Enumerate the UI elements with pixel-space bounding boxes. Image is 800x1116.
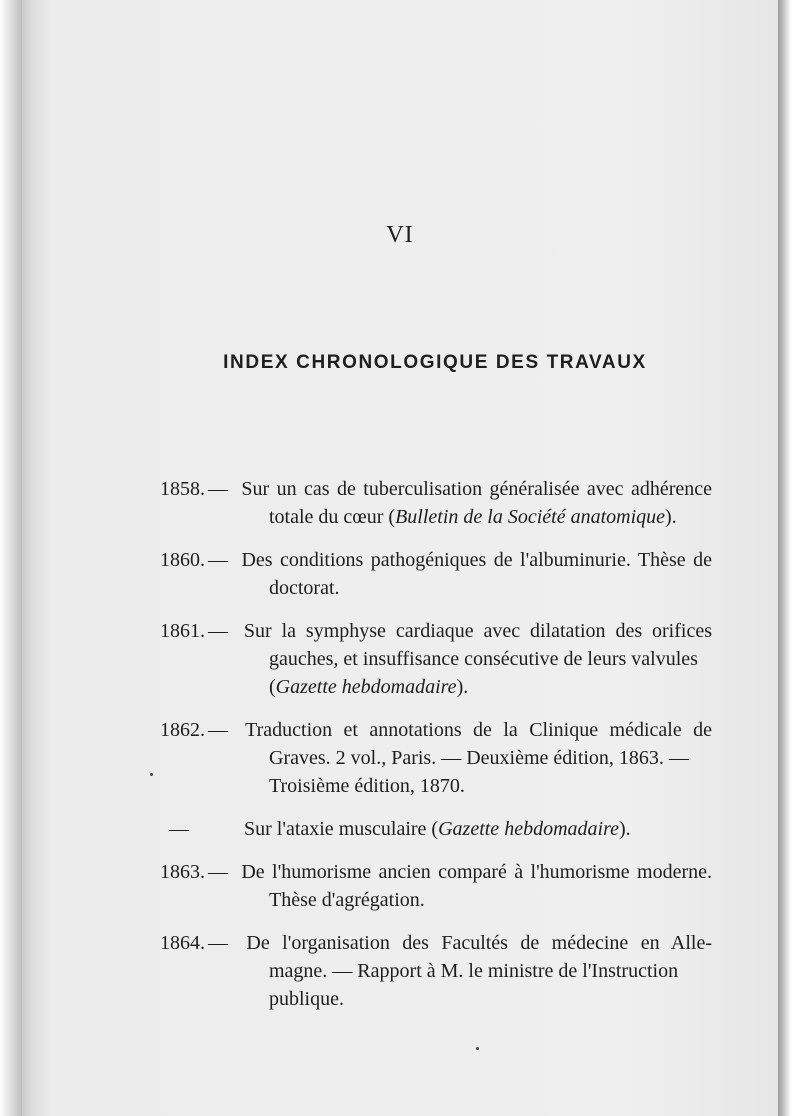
entry-year: 1864. [160, 932, 205, 954]
entry-year: 1860. [160, 549, 205, 571]
entry-text-line: Sur la symphyse cardiaque avec dilatation des orifices [243, 620, 712, 642]
page-left-edge [0, 0, 22, 1116]
entry-1863 [160, 858, 712, 914]
entry-dash: — [208, 861, 228, 883]
speck [476, 1047, 479, 1050]
entry-text-line: Troisième édition, 1870. [269, 775, 465, 797]
entry-dash: — [169, 818, 189, 840]
entry-dash: — [208, 719, 228, 741]
entry-text-line: Sur l'ataxie musculaire (Gazette hebdomadaire). [244, 818, 631, 840]
entry-text-line: Sur un cas de tuberculisation généralisée avec adhérence [241, 478, 713, 500]
entry-text-line: Graves. 2 vol., Paris. — Deuxième édition, 1863. — [269, 747, 689, 769]
entry-ataxie [160, 815, 712, 843]
entry-dash: — [208, 620, 228, 642]
entry-text-line: doctorat. [269, 577, 340, 599]
entry-year: 1862. [160, 719, 205, 741]
entry-text-line: (Gazette hebdomadaire). [269, 676, 469, 698]
entry-text-line: publique. [269, 988, 344, 1010]
entry-1862 [160, 716, 712, 800]
entry-1861 [160, 617, 712, 701]
entry-text-line: magne. — Rapport à M. le ministre de l'Instruction [269, 960, 679, 982]
entry-text-line: De l'humorisme ancien comparé à l'humorisme moderne. [241, 861, 712, 883]
entry-text-line: Traduction et annotations de la Clinique médicale de [245, 719, 713, 741]
speck [150, 773, 153, 776]
entry-year: 1858. [160, 478, 205, 500]
entry-dash: — [208, 478, 228, 500]
entry-text-line: totale du cœur (Bulletin de la Société anatomique). [269, 506, 677, 528]
entry-text-line: Thèse d'agrégation. [269, 889, 425, 911]
chapter-number: VI [386, 222, 414, 248]
entry-year: 1863. [160, 861, 205, 883]
entry-text-line: De l'organisation des Facultés de médecine en Alle- [246, 932, 712, 954]
page-right-edge [778, 0, 800, 1116]
entry-text-line: gauches, et insuffisance consécutive de leurs valvules [269, 648, 698, 670]
entries-list [160, 475, 712, 1028]
entry-dash: — [208, 549, 228, 571]
entry-text-line: Des conditions pathogéniques de l'albuminurie. Thèse de [241, 549, 712, 571]
entry-1860 [160, 546, 712, 602]
entry-1858 [160, 475, 712, 531]
entry-year: 1861. [160, 620, 205, 642]
section-heading: INDEX CHRONOLOGIQUE DES TRAVAUX [223, 352, 647, 373]
entry-1864 [160, 929, 712, 1013]
entry-dash: — [208, 932, 228, 954]
